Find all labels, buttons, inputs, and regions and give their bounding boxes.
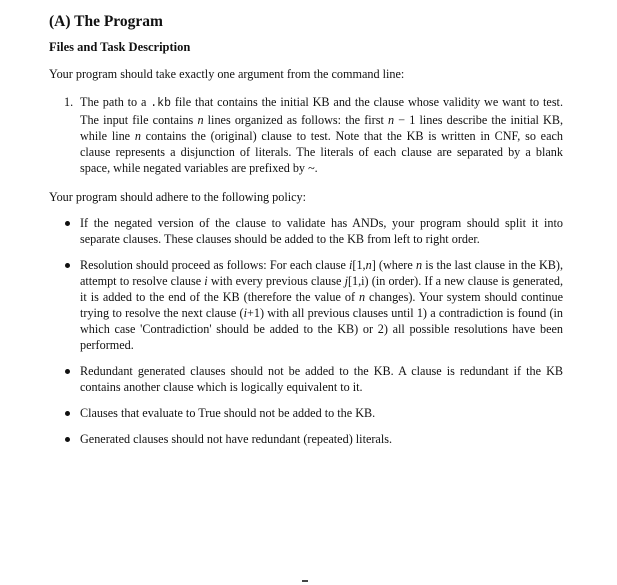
policy-item-resolution: Resolution should proceed as follows: For each clause i[1,n] (where n is the last clause in the KB), attempt to resolve clause i with every previous clause j[1,i) (in order). If a new clause is generated, it is added to the end of the KB (therefore the value of n changes). Your system should continue trying to resolve the next clause (i+1) with all previous clauses until 1) a contradiction is found (in which case 'Contradiction' should be added to the KB) or 2) all possible resolutions have been performed. (49, 257, 563, 353)
file-extension: .kb (150, 97, 171, 110)
intro-paragraph: Your program should take exactly one argument from the command line: (49, 67, 405, 81)
policy-item-true: Clauses that evaluate to True should not be added to the KB. (49, 405, 563, 421)
policy-intro: Your program should adhere to the following policy: (49, 190, 307, 204)
bullet-icon (65, 411, 70, 416)
bullet-icon (65, 263, 70, 268)
page-edge-mark (302, 580, 308, 582)
policy-item-literals: Generated clauses should not have redundant (repeated) literals. (49, 431, 563, 447)
policy-item-split: If the negated version of the clause to validate has ANDs, your program should split it into separate clauses. These clauses should be added to the KB from left to right order. (49, 215, 563, 247)
policy-item-redundant: Redundant generated clauses should not be added to the KB. A clause is redundant if the KB contains another clause which is logically equivalent to it. (49, 363, 563, 395)
subsection-title: Files and Task Description (49, 40, 191, 54)
policy-list (49, 215, 563, 447)
item-number: 1. (64, 95, 74, 109)
numbered-list (49, 94, 563, 176)
document-page (49, 12, 563, 457)
section-title: (A) The Program (49, 13, 163, 30)
numbered-item-1: 1. The path to a .kb file that contains the initial KB and the clause whose validity we want to test. The input file contains n lines organized as follows: the first n − 1 lines describe the initial KB, while line n contains the (original) clause to test. Note that the KB is written in CNF, so each clause represents a disjunction of literals. The literals of each clause are separated by a blank space, while negated variables are prefixed by ~. (64, 95, 564, 175)
bullet-icon (65, 369, 70, 374)
bullet-icon (65, 221, 70, 226)
bullet-icon (65, 437, 70, 442)
